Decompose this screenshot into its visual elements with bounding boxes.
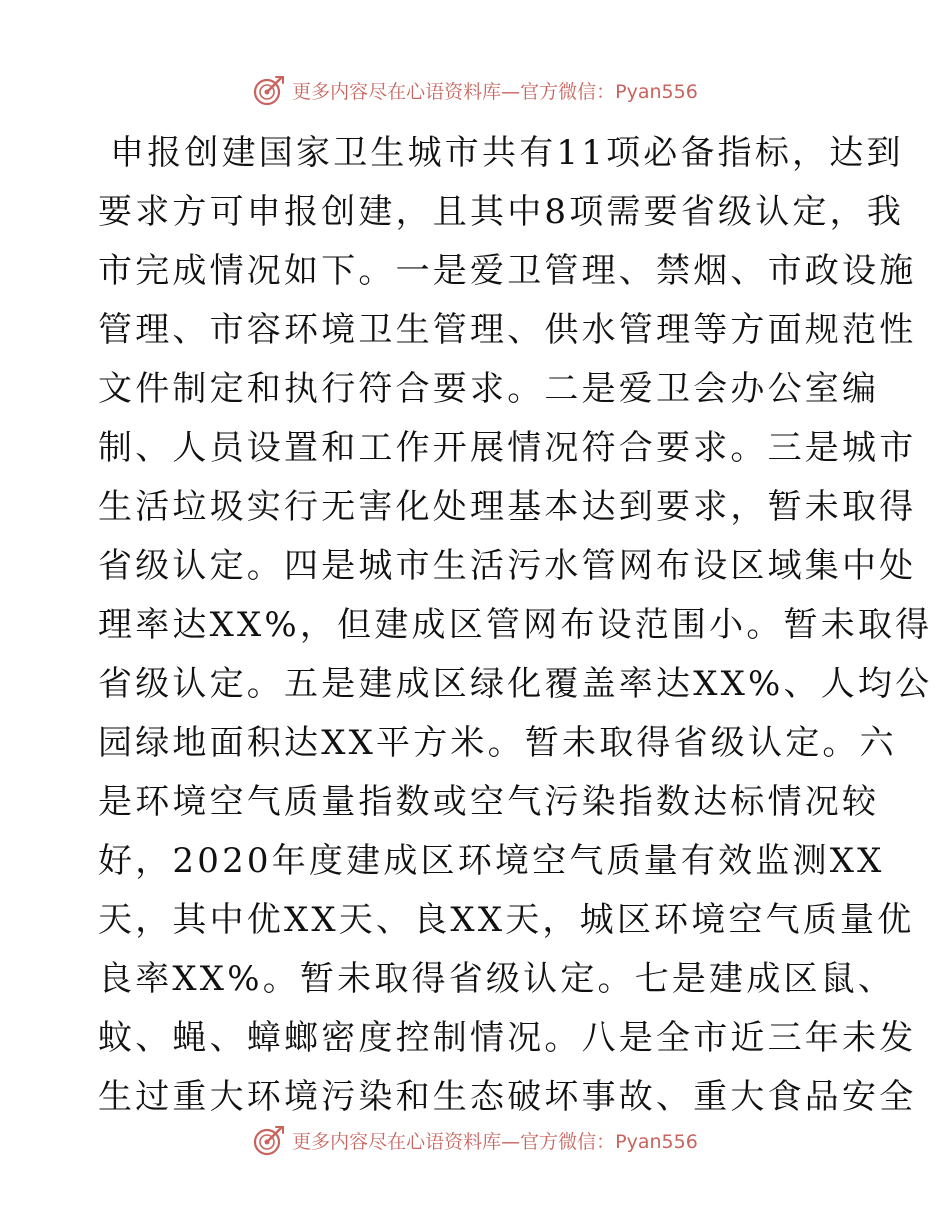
gramophone-logo-icon [252,1123,286,1157]
text-line: 天，其中优XX天、良XX天，城区环境空气质量优 [98,900,915,940]
text-line: 省级认定。五是建成区绿化覆盖率达XX%、人均公 [98,664,933,704]
text-line: 制、人员设置和工作开展情况符合要求。三是城市 [98,428,917,468]
text-line: 申报创建国家卫生城市共有11项必备指标，达到 [110,133,904,173]
document-body [98,124,933,1127]
header-watermark [0,70,950,110]
text-line: 文件制定和执行符合要求。二是爱卫会办公室编 [98,369,880,409]
text-line: 好，2020年度建成区环境空气质量有效监测XX [98,841,885,881]
watermark-text: 更多内容尽在心语资料库—官方微信：Pyan556 [292,80,698,103]
text-line: 省级认定。四是城市生活污水管网布设区域集中处 [98,546,917,586]
text-line: 生活垃圾实行无害化处理基本达到要求，暂未取得 [98,487,917,527]
text-line: 良率XX%。暂未取得省级认定。七是建成区鼠、 [98,959,896,999]
text-line: 市完成情况如下。一是爱卫管理、禁烟、市政设施 [98,251,917,291]
text-line: 要求方可申报创建，且其中8项需要省级认定，我 [98,192,905,232]
gramophone-logo-icon [252,73,286,107]
watermark-text: 更多内容尽在心语资料库—官方微信：Pyan556 [292,1130,698,1153]
text-line: 蚊、蝇、蟑螂密度控制情况。八是全市近三年未发 [98,1018,917,1058]
text-line: 理率达XX%，但建成区管网布设范围小。暂未取得 [98,605,933,645]
footer-watermark [0,1120,950,1160]
text-line: 管理、市容环境卫生管理、供水管理等方面规范性 [98,310,917,350]
text-line: 生过重大环境污染和生态破坏事故、重大食品安全 [98,1077,917,1117]
text-line: 园绿地面积达XX平方米。暂未取得省级认定。六 [98,723,897,763]
text-line: 是环境空气质量指数或空气污染指数达标情况较 [98,782,880,822]
